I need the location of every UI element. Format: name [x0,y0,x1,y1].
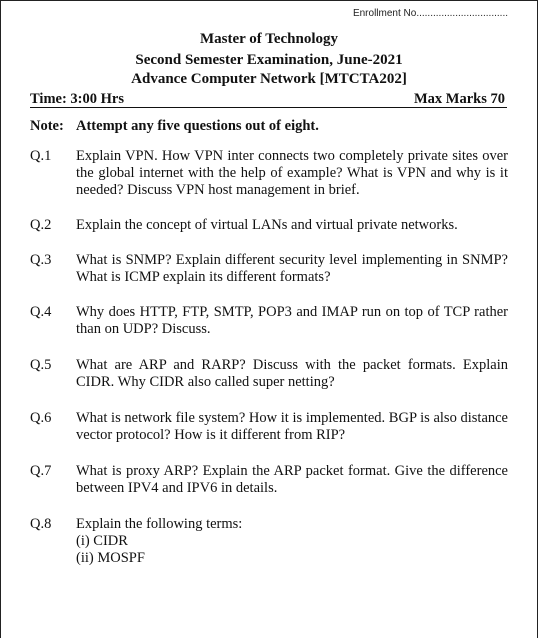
note-text: Attempt any five questions out of eight. [76,118,319,134]
degree-title: Master of Technology [199,31,339,47]
note-label: Note: [30,118,64,134]
question-2 [30,217,508,234]
question-number: Q.3 [30,252,52,268]
question-text: What are ARP and RARP? Discuss with the packet formats. Explain CIDR. Why CIDR also called super netting? [76,357,508,390]
question-number: Q.1 [30,148,52,164]
question-number: Q.5 [30,357,52,373]
question-text: What is network file system? How it is implemented. BGP is also distance vector protocol? How is it different from RIP? [76,410,508,443]
question-text: What is SNMP? Explain different security level implementing in SNMP? What is ICMP explain its different formats? [76,252,508,285]
question-number: Q.8 [30,516,52,532]
max-marks: Max Marks 70 [413,91,505,107]
question-number: Q.6 [30,410,52,426]
instruction-note [30,118,319,135]
question-text: Explain VPN. How VPN inter connects two completely private sites over the global internet with the help of example? What is VPN and why is it needed? Discuss VPN host management in brief. [76,148,508,198]
question-4 [30,304,508,338]
question-7 [30,463,508,497]
question-number: Q.7 [30,463,52,479]
question-text: Why does HTTP, FTP, SMTP, POP3 and IMAP run on top of TCP rather than on UDP? Discuss. [76,304,508,337]
question-number: Q.2 [30,217,52,233]
sub-item: (i) CIDR [76,533,128,549]
question-6 [30,410,508,444]
exam-title: Second Semester Examination, June-2021 [135,52,403,68]
question-text: Explain the following terms: [76,516,243,532]
question-3 [30,252,508,286]
question-text: Explain the concept of virtual LANs and virtual private networks. [76,217,458,233]
course-title: Advance Computer Network [MTCTA202] [131,71,407,87]
question-8 [30,516,508,567]
question-text: What is proxy ARP? Explain the ARP packet format. Give the difference between IPV4 and IPV6 in details. [76,463,508,496]
enrollment-number-field: Enrollment No................................. [352,8,508,19]
question-number: Q.4 [30,304,52,320]
time-allowed: Time: 3:00 Hrs [30,91,124,107]
exam-meta [30,91,507,108]
question-5 [30,357,508,391]
question-1 [30,148,508,199]
sub-item: (ii) MOSPF [76,550,145,566]
